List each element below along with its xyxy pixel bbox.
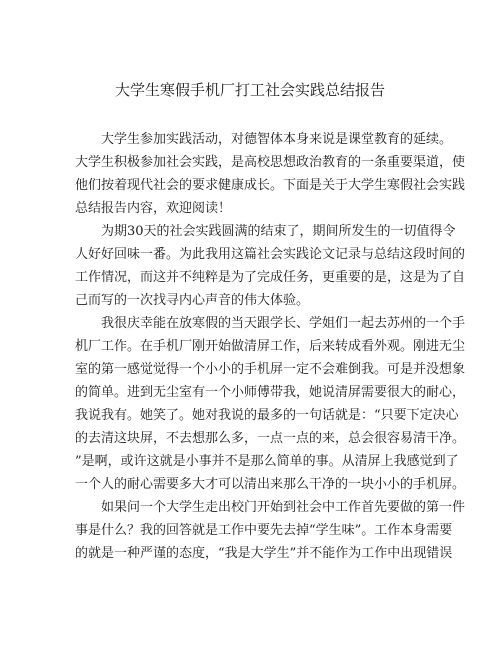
paragraph-line: 我很庆幸能在放寒假的当天跟学长、学姐们一起去苏州的一个手 [101, 316, 466, 331]
paragraph-line: 大学生参加实践活动，对德智体本身来说是课堂教育的延续。 [101, 132, 453, 147]
document-title: 大学生寒假手机厂打工社会实践总结报告 [114, 81, 385, 99]
paragraph-line: 一个人的耐心需要多大才可以清出来那么干净的一块小小的手机屏。 [75, 477, 466, 492]
paragraph-line: 的就是一种严谨的态度，“我是大学生”并不能作为工作中出现错误 [75, 546, 453, 561]
document-body [75, 128, 466, 565]
paragraph-line: 的去清这块屏，不去想那么多，一点一点的来，总会很容易清干净。 [75, 431, 466, 446]
paragraph-1 [75, 128, 466, 220]
paragraph-line: 事是什么？我的回答就是工作中要先去掉“学生味”。工作本身需要 [75, 523, 453, 538]
paragraph-line: 工作情况，而这并不纯粹是为了完成任务，更重要的是，这是为了自 [75, 270, 466, 285]
paragraph-line: 机厂工作。在手机厂刚开始做清屏工作，后来转成看外观。刚进无尘 [75, 339, 466, 354]
paragraph-line: 人好好回味一番。为此我用这篇社会实践论文记录与总结这段时间的 [75, 247, 466, 262]
paragraph-line: 他们按着现代社会的要求健康成长。下面是关于大学生寒假社会实践 [75, 178, 466, 193]
paragraph-line: ”是啊，或许这就是小事并不是那么简单的事。从清屏上我感觉到了 [75, 454, 459, 469]
paragraph-line: 的简单。进到无尘室有一个小师傅带我，她说清屏需要很大的耐心， [75, 385, 466, 400]
paragraph-line: 如果问一个大学生走出校门开始到社会中工作首先要做的第一件 [101, 500, 466, 515]
paragraph-line: 总结报告内容，欢迎阅读！ [75, 201, 232, 216]
paragraph-4 [75, 496, 466, 565]
paragraph-line: 我说我有。她笑了。她对我说的最多的一句话就是：“只要下定决心 [75, 408, 459, 423]
paragraph-line: 室的第一感觉觉得一个小小的手机屏一定不会难倒我。可是并没想象 [75, 362, 466, 377]
paragraph-line: 为期30天的社会实践圆满的结束了，期间所发生的一切值得令 [101, 224, 456, 239]
paragraph-2 [75, 220, 466, 312]
paragraph-line: 大学生积极参加社会实践，是高校思想政治教育的一条重要渠道，使 [75, 155, 466, 170]
paragraph-3 [75, 312, 466, 496]
paragraph-line: 己而写的一次找寻内心声音的伟大体验。 [75, 293, 310, 308]
